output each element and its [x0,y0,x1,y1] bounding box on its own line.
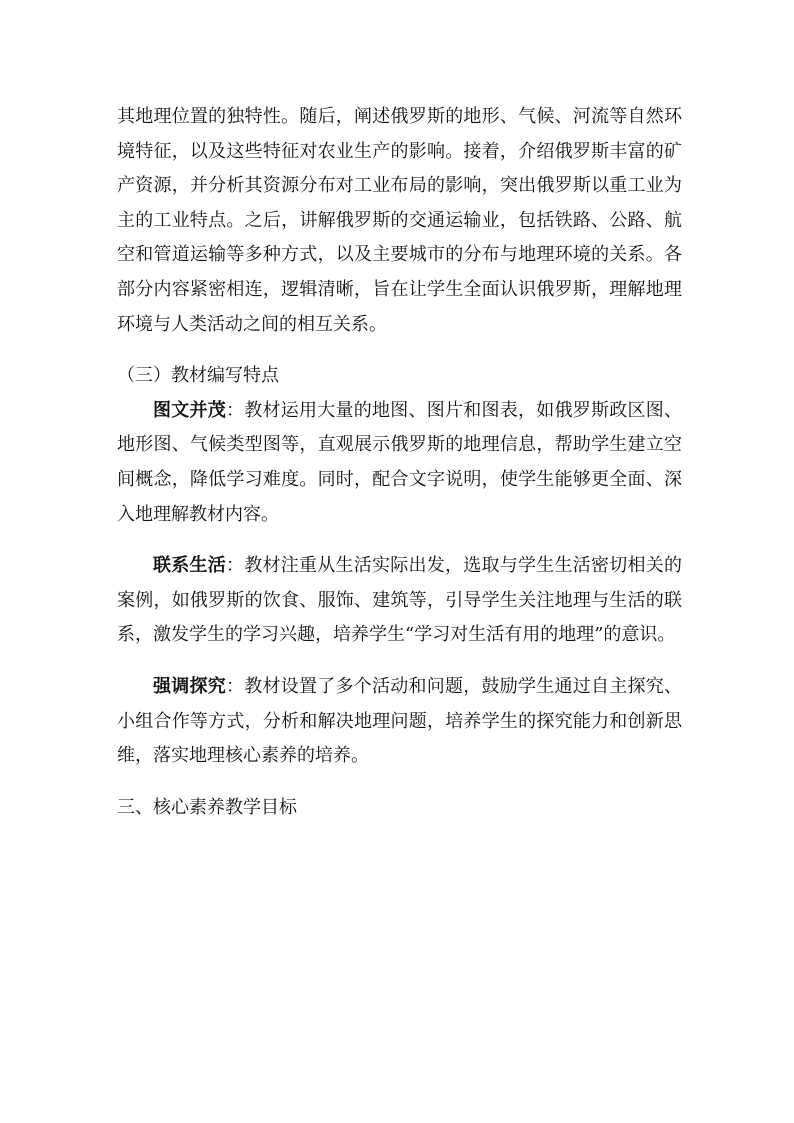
page-content [117,100,682,825]
feature-paragraph-life [117,549,682,653]
feature-paragraph-illustrated [117,394,682,532]
section-heading-core-literacy-objectives: 三、核心素养教学目标 [117,796,297,818]
section-heading-textbook-features: （三）教材编写特点 [117,365,279,387]
feature-lead-inquiry: 强调探究 [153,675,226,697]
feature-text-inquiry: ：教材设置了多个活动和问题，鼓励学生通过自主探究、小组合作等方式，分析和解决地理问题，培养学生的探究能力和创新思维，落实地理核心素养的培养。 [117,675,682,767]
feature-paragraph-inquiry [117,670,682,774]
feature-text-illustrated: ：教材运用大量的地图、图片和图表，如俄罗斯政区图、地形图、气候类型图等，直观展示俄罗斯的地理信息，帮助学生建立空间概念，降低学习难度。同时，配合文字说明，使学生能够更全面、深入地理解教材内容。 [117,399,682,525]
paragraph-intro-continued: 其地理位置的独特性。随后，阐述俄罗斯的地形、气候、河流等自然环境特征，以及这些特征对农业生产的影响。接着，介绍俄罗斯丰富的矿产资源，并分析其资源分布对工业布局的影响，突出俄罗斯以重工业为主的工业特点。之后，讲解俄罗斯的交通运输业，包括铁路、公路、航空和管道运输等多种方式，以及主要城市的分布与地理环境的关系。各部分内容紧密相连，逻辑清晰，旨在让学生全面认识俄罗斯，理解地理环境与人类活动之间的相互关系。 [117,106,682,335]
feature-text-life: ：教材注重从生活实际出发，选取与学生生活密切相关的案例，如俄罗斯的饮食、服饰、建筑等，引导学生关注地理与生活的联系，激发学生的学习兴趣，培养学生“学习对生活有用的地理”的意识。 [117,555,682,646]
feature-lead-illustrated: 图文并茂 [153,399,226,421]
feature-lead-life: 联系生活 [153,555,226,577]
